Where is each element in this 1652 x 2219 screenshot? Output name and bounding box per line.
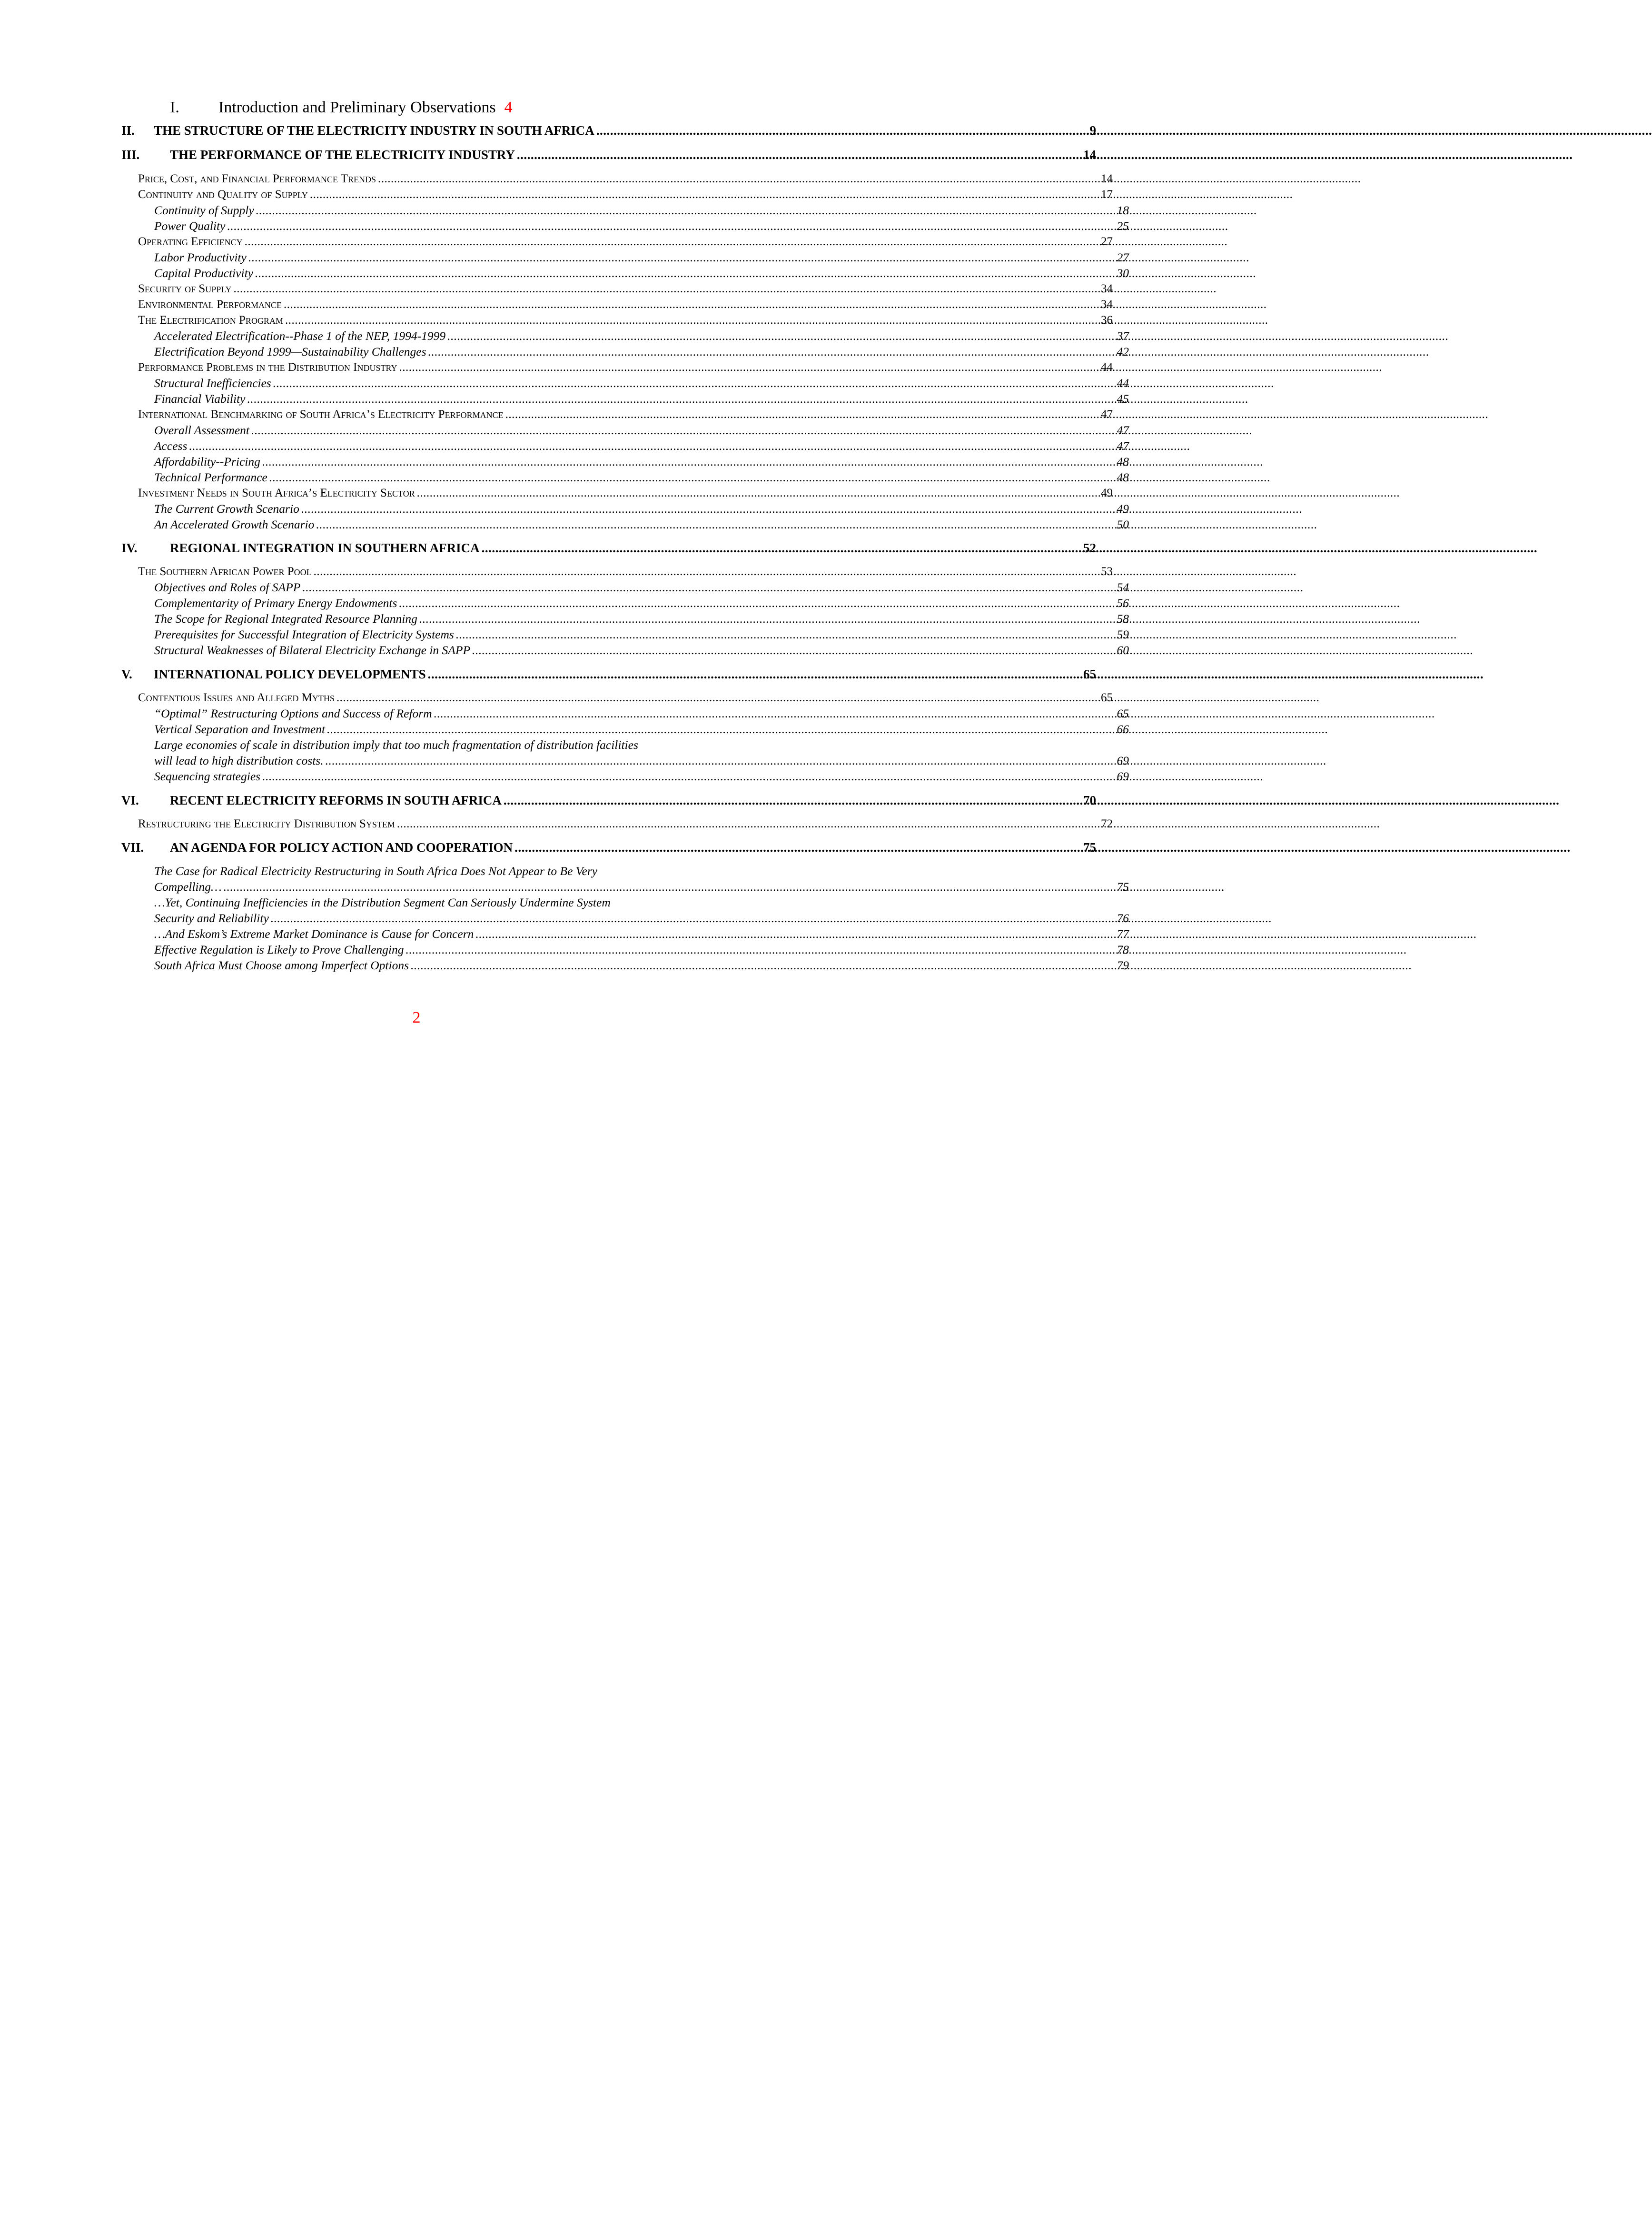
- entry-title: An Accelerated Growth Scenario: [154, 517, 315, 531]
- toc-section-2[interactable]: [121, 123, 1096, 139]
- section-number: VII.: [121, 840, 144, 855]
- toc-subentry[interactable]: [154, 265, 1129, 281]
- toc-subentry-line1: Large economies of scale in distribution imply that too much fragmentation of distribution facilities: [154, 738, 638, 752]
- toc-entry[interactable]: [138, 564, 1113, 579]
- page-number: 66: [1117, 722, 1129, 736]
- section-number: IV.: [121, 541, 138, 555]
- page-number: 78: [1117, 943, 1129, 956]
- page-number: 30: [1117, 266, 1129, 280]
- section-number: II.: [121, 123, 135, 138]
- entry-title: Access: [154, 439, 188, 453]
- entry-title: …And Eskom’s Extreme Market Dominance is Cause for Concern: [154, 927, 474, 941]
- page-number: 65: [1083, 667, 1096, 681]
- page-number: 34: [1101, 282, 1113, 295]
- page-number: 69: [1117, 754, 1129, 767]
- toc-subentry[interactable]: [154, 501, 1129, 517]
- toc-section-3[interactable]: [121, 147, 1096, 163]
- page-number: 70: [1083, 793, 1096, 807]
- page-footer-number: 2: [412, 1009, 421, 1026]
- toc-section-4[interactable]: [121, 540, 1096, 556]
- page-number: 54: [1117, 580, 1129, 594]
- page-number-link: 4: [504, 99, 513, 116]
- toc-subentry[interactable]: [154, 391, 1129, 407]
- toc-subentry[interactable]: [154, 627, 1129, 642]
- page-number: 69: [1117, 769, 1129, 783]
- toc-subentry[interactable]: [154, 768, 1129, 784]
- toc-entry[interactable]: [138, 297, 1113, 312]
- page-number: 14: [1083, 148, 1096, 162]
- toc-section-6[interactable]: [121, 793, 1096, 808]
- page-number: 25: [1117, 219, 1129, 233]
- section-title: THE PERFORMANCE OF THE ELECTRICITY INDUSTRY: [170, 148, 515, 162]
- page-number: 60: [1117, 643, 1129, 657]
- toc-subentry[interactable]: [154, 454, 1129, 469]
- entry-title: Labor Productivity: [154, 250, 247, 264]
- entry-title: Sequencing strategies: [154, 769, 261, 783]
- page-number: 49: [1117, 502, 1129, 516]
- toc-subentry[interactable]: [154, 218, 1129, 234]
- toc-subentry[interactable]: [154, 249, 1129, 265]
- entry-title: Operating Efficiency: [138, 235, 243, 248]
- section-number: V.: [121, 667, 132, 681]
- entry-title: The Southern African Power Pool: [138, 565, 312, 578]
- page-number: 44: [1101, 361, 1113, 374]
- toc-subentry-line1: The Case for Radical Electricity Restructuring in South Africa Does Not Appear to Be Very: [154, 864, 598, 878]
- toc-subentry[interactable]: [154, 202, 1129, 218]
- entry-title: Prerequisites for Successful Integration of Electricity Systems: [154, 627, 454, 641]
- entry-title: Overall Assessment: [154, 423, 249, 437]
- toc-entry[interactable]: [138, 816, 1113, 832]
- page-number: 48: [1117, 470, 1129, 484]
- toc-subentry[interactable]: [154, 579, 1129, 595]
- section-title: REGIONAL INTEGRATION IN SOUTHERN AFRICA: [170, 541, 480, 555]
- toc-entry[interactable]: [138, 234, 1113, 249]
- page-number: 59: [1117, 627, 1129, 641]
- toc-subentry[interactable]: [154, 753, 1129, 768]
- entry-title: The Electrification Program: [138, 314, 283, 327]
- entry-title: Environmental Performance: [138, 298, 282, 311]
- toc-subentry[interactable]: [154, 375, 1129, 391]
- page-number: 14: [1101, 172, 1113, 185]
- page-number: 50: [1117, 517, 1129, 531]
- page-number: 72: [1101, 817, 1113, 830]
- page-number: 77: [1117, 927, 1129, 941]
- page-number: 53: [1101, 565, 1113, 578]
- entry-title: Structural Inefficiencies: [154, 376, 271, 390]
- page-number: 27: [1101, 235, 1113, 248]
- page-number: 65: [1101, 691, 1113, 704]
- toc-subentry[interactable]: [154, 344, 1129, 359]
- toc-entry[interactable]: [138, 281, 1113, 297]
- page-number: 44: [1117, 376, 1129, 390]
- toc-subentry[interactable]: [154, 422, 1129, 438]
- entry-title: Price, Cost, and Financial Performance Trends: [138, 172, 376, 185]
- toc-section-7[interactable]: [121, 840, 1096, 856]
- toc-entry[interactable]: [138, 312, 1113, 328]
- toc-subentry[interactable]: [154, 642, 1129, 658]
- section-title: AN AGENDA FOR POLICY ACTION AND COOPERATION: [170, 840, 513, 855]
- entry-title: International Benchmarking of South Africa’s Electricity Performance: [138, 408, 504, 421]
- entry-title: Financial Viability: [154, 392, 246, 406]
- entry-title: “Optimal” Restructuring Options and Success of Reform: [154, 706, 432, 720]
- section-title: Introduction and Preliminary Observations: [218, 99, 496, 116]
- section-title: THE STRUCTURE OF THE ELECTRICITY INDUSTRY IN SOUTH AFRICA: [154, 123, 594, 138]
- toc-subentry[interactable]: [154, 595, 1129, 611]
- toc-subentry[interactable]: [154, 910, 1129, 926]
- entry-title: Continuity of Supply: [154, 203, 254, 217]
- entry-title: Restructuring the Electricity Distribution System: [138, 817, 395, 830]
- page-number: 76: [1117, 911, 1129, 925]
- section-number: VI.: [121, 793, 139, 807]
- entry-title: Compelling…: [154, 880, 222, 894]
- entry-title: will lead to high distribution costs.: [154, 754, 324, 767]
- entry-title: Technical Performance: [154, 470, 267, 484]
- page-number: 75: [1083, 840, 1096, 855]
- page-number: 34: [1101, 298, 1113, 311]
- toc-entry[interactable]: [138, 187, 1113, 202]
- toc-subentry[interactable]: [154, 721, 1129, 737]
- entry-title: Effective Regulation is Likely to Prove Challenging: [154, 943, 404, 956]
- entry-title: The Scope for Regional Integrated Resource Planning: [154, 612, 417, 626]
- page-number: 37: [1117, 329, 1129, 343]
- toc-subentry[interactable]: [154, 957, 1129, 973]
- entry-title: Performance Problems in the Distribution Industry: [138, 361, 397, 374]
- entry-title: Power Quality: [154, 219, 226, 233]
- toc-subentry[interactable]: [154, 926, 1129, 942]
- page-number: 79: [1117, 958, 1129, 972]
- toc-intro-entry[interactable]: [170, 95, 513, 120]
- page-number: 75: [1117, 880, 1129, 894]
- toc-section-5[interactable]: [121, 667, 1096, 682]
- page-number: 65: [1117, 706, 1129, 720]
- entry-title: Objectives and Roles of SAPP: [154, 580, 301, 594]
- toc-entry[interactable]: [138, 690, 1113, 706]
- section-title: INTERNATIONAL POLICY DEVELOPMENTS: [154, 667, 426, 681]
- section-title: RECENT ELECTRICITY REFORMS IN SOUTH AFRICA: [170, 793, 502, 807]
- toc-entry[interactable]: [138, 407, 1113, 422]
- toc-page: [0, 0, 1129, 1262]
- page-number: 58: [1117, 612, 1129, 626]
- page-number: 27: [1117, 250, 1129, 264]
- toc-subentry[interactable]: [154, 879, 1129, 895]
- toc-entry[interactable]: [138, 485, 1113, 501]
- page-number: 17: [1101, 188, 1113, 201]
- toc-subentry[interactable]: [154, 517, 1129, 532]
- entry-title: South Africa Must Choose among Imperfect Options: [154, 958, 409, 972]
- section-number: I.: [170, 99, 179, 116]
- entry-title: Affordability--Pricing: [154, 455, 260, 468]
- toc-entry[interactable]: [138, 359, 1113, 375]
- page-number: 36: [1101, 314, 1113, 327]
- entry-title: Vertical Separation and Investment: [154, 722, 326, 736]
- section-number: III.: [121, 148, 140, 162]
- page-number: 45: [1117, 392, 1129, 406]
- page-number: 47: [1117, 423, 1129, 437]
- entry-title: Complementarity of Primary Energy Endowments: [154, 596, 397, 610]
- toc-subentry[interactable]: [154, 942, 1129, 957]
- toc-subentry[interactable]: [154, 469, 1129, 485]
- entry-title: Accelerated Electrification--Phase 1 of the NEP, 1994-1999: [154, 329, 446, 343]
- entry-title: Contentious Issues and Alleged Myths: [138, 691, 335, 704]
- page-number: 42: [1117, 345, 1129, 358]
- page-number: 47: [1117, 439, 1129, 453]
- page-number: 56: [1117, 596, 1129, 610]
- entry-title: The Current Growth Scenario: [154, 502, 299, 516]
- entry-title: Structural Weaknesses of Bilateral Electricity Exchange in SAPP: [154, 643, 471, 657]
- page-number: 9: [1089, 123, 1096, 138]
- page-number: 48: [1117, 455, 1129, 468]
- toc-subentry[interactable]: [154, 328, 1129, 344]
- toc-subentry[interactable]: [154, 706, 1129, 721]
- page-number: 18: [1117, 203, 1129, 217]
- toc-entry[interactable]: [138, 171, 1113, 187]
- toc-subentry-line1: …Yet, Continuing Inefficiencies in the Distribution Segment Can Seriously Undermine System: [154, 896, 611, 909]
- toc-subentry[interactable]: [154, 438, 1129, 454]
- entry-title: Capital Productivity: [154, 266, 253, 280]
- entry-title: Security and Reliability: [154, 911, 269, 925]
- toc-subentry[interactable]: [154, 611, 1129, 627]
- entry-title: Electrification Beyond 1999—Sustainability Challenges: [154, 345, 426, 358]
- page-number: 47: [1101, 408, 1113, 421]
- entry-title: Security of Supply: [138, 282, 232, 295]
- entry-title: Investment Needs in South Africa’s Electricity Sector: [138, 487, 415, 499]
- page-number: 52: [1083, 541, 1096, 555]
- entry-title: Continuity and Quality of Supply: [138, 188, 308, 201]
- page-number: 49: [1101, 487, 1113, 499]
